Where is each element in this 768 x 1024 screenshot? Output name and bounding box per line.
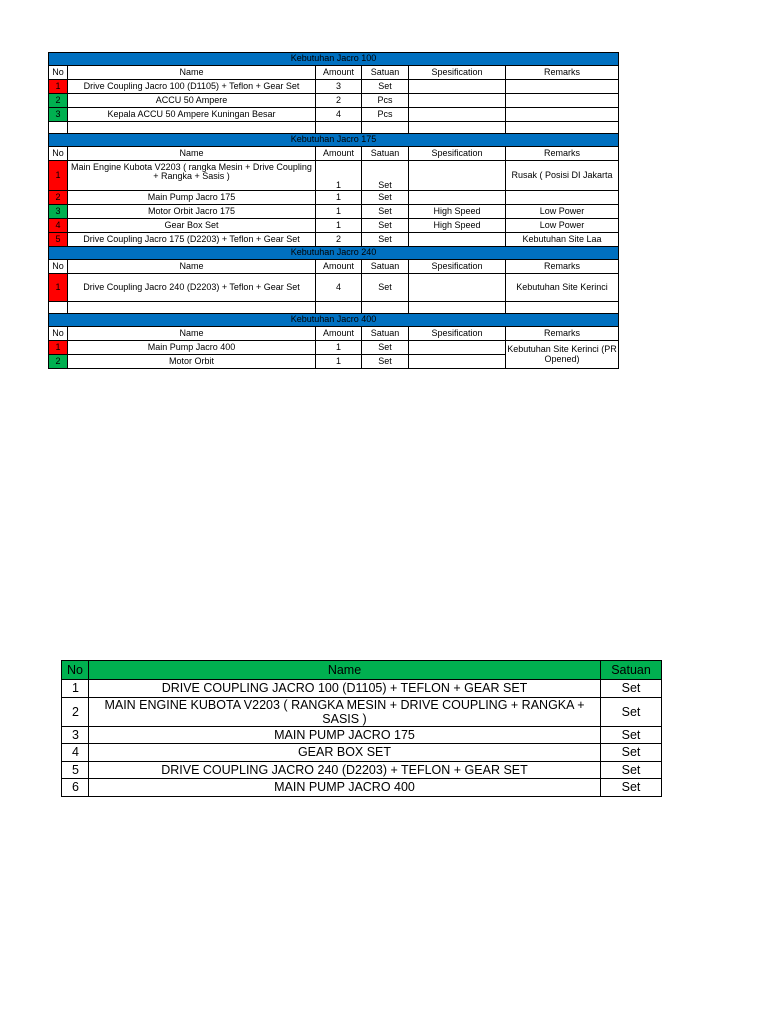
item-name: Main Pump Jacro 175 (68, 191, 316, 205)
summary-item-name: DRIVE COUPLING JACRO 100 (D1105) + TEFLON + GEAR SET (89, 680, 601, 698)
summary-item-satuan: Set (601, 697, 662, 726)
item-name: Drive Coupling Jacro 100 (D1105) + Teflon + Gear Set (68, 80, 316, 94)
section-title-row (49, 314, 619, 327)
section-title-row (49, 247, 619, 260)
item-amount: 1 (316, 219, 362, 233)
item-spec (409, 355, 506, 369)
summary-item-name: MAIN PUMP JACRO 175 (89, 726, 601, 744)
row-number: 2 (49, 94, 68, 108)
item-amount: 1 (316, 355, 362, 369)
section-title: Kebutuhan Jacro 240 (49, 247, 619, 260)
item-spec (409, 274, 506, 302)
table-row (49, 191, 619, 205)
col-header-remarks: Remarks (506, 327, 619, 341)
item-name: Drive Coupling Jacro 240 (D2203) + Teflon + Gear Set (68, 274, 316, 302)
empty-cell (316, 122, 362, 134)
col-header-no: No (49, 66, 68, 80)
item-remarks: Kebutuhan Site Laa (506, 233, 619, 247)
item-satuan: Pcs (362, 108, 409, 122)
item-amount: 1 (316, 205, 362, 219)
summary-row (62, 779, 662, 797)
item-satuan: Set (362, 219, 409, 233)
item-satuan: Set (362, 80, 409, 94)
row-number: 1 (49, 80, 68, 94)
item-amount: 1 (316, 191, 362, 205)
row-number: 1 (49, 274, 68, 302)
item-spec (409, 94, 506, 108)
col-header-remarks: Remarks (506, 260, 619, 274)
col-header-remarks: Remarks (506, 66, 619, 80)
item-amount: 2 (316, 94, 362, 108)
summary-col-no: No (62, 661, 89, 680)
empty-cell (49, 122, 68, 134)
table-row (49, 341, 619, 355)
summary-item-satuan: Set (601, 761, 662, 779)
section-title: Kebutuhan Jacro 175 (49, 134, 619, 147)
row-number: 1 (49, 161, 68, 191)
requirements-sheet (48, 52, 619, 369)
item-spec (409, 161, 506, 191)
summary-header-row (62, 661, 662, 680)
item-spec (409, 341, 506, 355)
item-spec: High Speed (409, 219, 506, 233)
item-satuan: Set (362, 191, 409, 205)
item-name: Kepala ACCU 50 Ampere Kuningan Besar (68, 108, 316, 122)
item-spec (409, 80, 506, 94)
row-number: 2 (49, 355, 68, 369)
empty-cell (362, 302, 409, 314)
item-remarks: Kebutuhan Site Kerinci (506, 274, 619, 302)
table-row (49, 80, 619, 94)
col-header-name: Name (68, 260, 316, 274)
table-row (49, 108, 619, 122)
item-amount: 3 (316, 80, 362, 94)
item-name: Motor Orbit (68, 355, 316, 369)
col-header-no: No (49, 327, 68, 341)
col-header-spesification: Spesification (409, 66, 506, 80)
summary-row (62, 697, 662, 726)
col-header-spesification: Spesification (409, 260, 506, 274)
summary-col-name: Name (89, 661, 601, 680)
empty-cell (506, 122, 619, 134)
item-satuan: Set (362, 233, 409, 247)
item-remarks (506, 108, 619, 122)
item-remarks (506, 80, 619, 94)
col-header-remarks: Remarks (506, 147, 619, 161)
item-satuan: Set (362, 161, 409, 191)
item-satuan: Set (362, 341, 409, 355)
section-title: Kebutuhan Jacro 100 (49, 53, 619, 66)
item-amount: 2 (316, 233, 362, 247)
summary-row (62, 761, 662, 779)
summary-row-number: 1 (62, 680, 89, 698)
item-spec (409, 108, 506, 122)
summary-row (62, 726, 662, 744)
empty-cell (316, 302, 362, 314)
summary-row (62, 744, 662, 762)
summary-item-satuan: Set (601, 744, 662, 762)
table-row (49, 161, 619, 191)
item-remarks (506, 191, 619, 205)
item-amount: 4 (316, 108, 362, 122)
summary-row-number: 3 (62, 726, 89, 744)
section-title-row (49, 134, 619, 147)
col-header-no: No (49, 147, 68, 161)
col-header-spesification: Spesification (409, 147, 506, 161)
summary-sheet (61, 660, 662, 797)
item-amount: 4 (316, 274, 362, 302)
empty-row (49, 302, 619, 314)
section-title-row (49, 53, 619, 66)
column-header-row (49, 260, 619, 274)
summary-row (62, 680, 662, 698)
empty-cell (362, 122, 409, 134)
empty-cell (409, 122, 506, 134)
empty-row (49, 122, 619, 134)
summary-item-satuan: Set (601, 779, 662, 797)
item-amount: 1 (316, 161, 362, 191)
summary-item-name: MAIN ENGINE KUBOTA V2203 ( RANGKA MESIN + DRIVE COUPLING + RANGKA + SASIS ) (89, 697, 601, 726)
item-name: Main Pump Jacro 400 (68, 341, 316, 355)
table-row (49, 205, 619, 219)
item-satuan: Set (362, 355, 409, 369)
summary-col-satuan: Satuan (601, 661, 662, 680)
summary-row-number: 2 (62, 697, 89, 726)
row-number: 1 (49, 341, 68, 355)
item-remarks: Low Power (506, 219, 619, 233)
summary-item-name: MAIN PUMP JACRO 400 (89, 779, 601, 797)
item-name: Main Engine Kubota V2203 ( rangka Mesin + Drive Coupling + Rangka + Sasis ) (68, 161, 316, 191)
col-header-amount: Amount (316, 147, 362, 161)
summary-item-satuan: Set (601, 680, 662, 698)
col-header-amount: Amount (316, 66, 362, 80)
col-header-amount: Amount (316, 327, 362, 341)
col-header-name: Name (68, 327, 316, 341)
empty-cell (68, 122, 316, 134)
item-spec (409, 233, 506, 247)
item-remarks: Kebutuhan Site Kerinci (PR Opened) (506, 341, 619, 369)
item-satuan: Set (362, 205, 409, 219)
row-number: 3 (49, 205, 68, 219)
section-title: Kebutuhan Jacro 400 (49, 314, 619, 327)
item-spec: High Speed (409, 205, 506, 219)
col-header-no: No (49, 260, 68, 274)
empty-cell (49, 302, 68, 314)
table-row (49, 94, 619, 108)
summary-item-name: GEAR BOX SET (89, 744, 601, 762)
col-header-satuan: Satuan (362, 66, 409, 80)
row-number: 3 (49, 108, 68, 122)
summary-item-satuan: Set (601, 726, 662, 744)
empty-cell (506, 302, 619, 314)
empty-cell (68, 302, 316, 314)
col-header-spesification: Spesification (409, 327, 506, 341)
col-header-satuan: Satuan (362, 260, 409, 274)
empty-cell (409, 302, 506, 314)
col-header-satuan: Satuan (362, 147, 409, 161)
item-satuan: Pcs (362, 94, 409, 108)
item-spec (409, 191, 506, 205)
col-header-amount: Amount (316, 260, 362, 274)
item-remarks (506, 94, 619, 108)
item-name: Gear Box Set (68, 219, 316, 233)
column-header-row (49, 327, 619, 341)
col-header-satuan: Satuan (362, 327, 409, 341)
summary-row-number: 4 (62, 744, 89, 762)
col-header-name: Name (68, 147, 316, 161)
col-header-name: Name (68, 66, 316, 80)
item-name: ACCU 50 Ampere (68, 94, 316, 108)
item-name: Motor Orbit Jacro 175 (68, 205, 316, 219)
summary-row-number: 6 (62, 779, 89, 797)
row-number: 2 (49, 191, 68, 205)
column-header-row (49, 66, 619, 80)
item-satuan: Set (362, 274, 409, 302)
table-row (49, 233, 619, 247)
column-header-row (49, 147, 619, 161)
table-row (49, 219, 619, 233)
summary-item-name: DRIVE COUPLING JACRO 240 (D2203) + TEFLON + GEAR SET (89, 761, 601, 779)
table-row (49, 274, 619, 302)
row-number: 4 (49, 219, 68, 233)
item-remarks: Low Power (506, 205, 619, 219)
summary-row-number: 5 (62, 761, 89, 779)
row-number: 5 (49, 233, 68, 247)
item-name: Drive Coupling Jacro 175 (D2203) + Teflon + Gear Set (68, 233, 316, 247)
item-amount: 1 (316, 341, 362, 355)
item-remarks: Rusak ( Posisi DI Jakarta (506, 161, 619, 191)
